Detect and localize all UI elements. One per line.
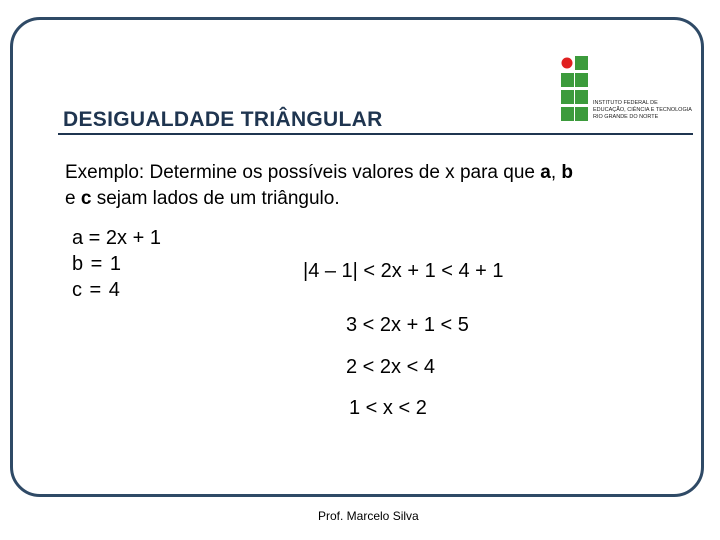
inequality-step-2: 3 < 2x + 1 < 5 [346,314,469,336]
logo-red-circle [562,58,573,69]
logo-block [575,107,588,121]
logo-block [561,107,574,121]
logo-text [593,100,692,121]
slide-title: DESIGUALDADE TRIÂNGULAR [63,108,383,131]
inequality-step-3: 2 < 2x < 4 [346,356,435,378]
side-b-label: b [561,162,573,183]
inequality-step-4: 1 < x < 2 [349,397,427,419]
example-text-2: e [65,188,81,209]
side-b-equation: b = 1 [72,253,122,275]
logo-block [575,56,588,70]
example-separator: , [550,162,562,183]
example-statement [65,160,665,212]
logo-block [575,90,588,104]
title-underline [58,133,693,135]
institute-logo [560,52,692,130]
inequality-step-1: |4 – 1| < 2x + 1 < 4 + 1 [303,260,504,282]
logo-line-2: EDUCAÇÃO, CIÊNCIA E TECNOLOGIA [593,107,692,113]
logo-block [561,73,574,87]
side-c-equation: c = 4 [72,279,120,301]
side-a-equation: a = 2x + 1 [72,227,161,249]
logo-line-3: RIO GRANDE DO NORTE [593,114,659,120]
example-text-1: Exemplo: Determine os possíveis valores de x para que [65,162,541,183]
logo-line-1: INSTITUTO FEDERAL DE [593,100,658,106]
side-a-label: a [540,162,551,183]
side-c-label: c [80,188,92,209]
example-text-3: sejam lados de um triângulo. [91,188,340,209]
footer-author: Prof. Marcelo Silva [318,509,419,523]
logo-block [575,73,588,87]
logo-mark-icon [560,52,593,130]
logo-block [561,90,574,104]
